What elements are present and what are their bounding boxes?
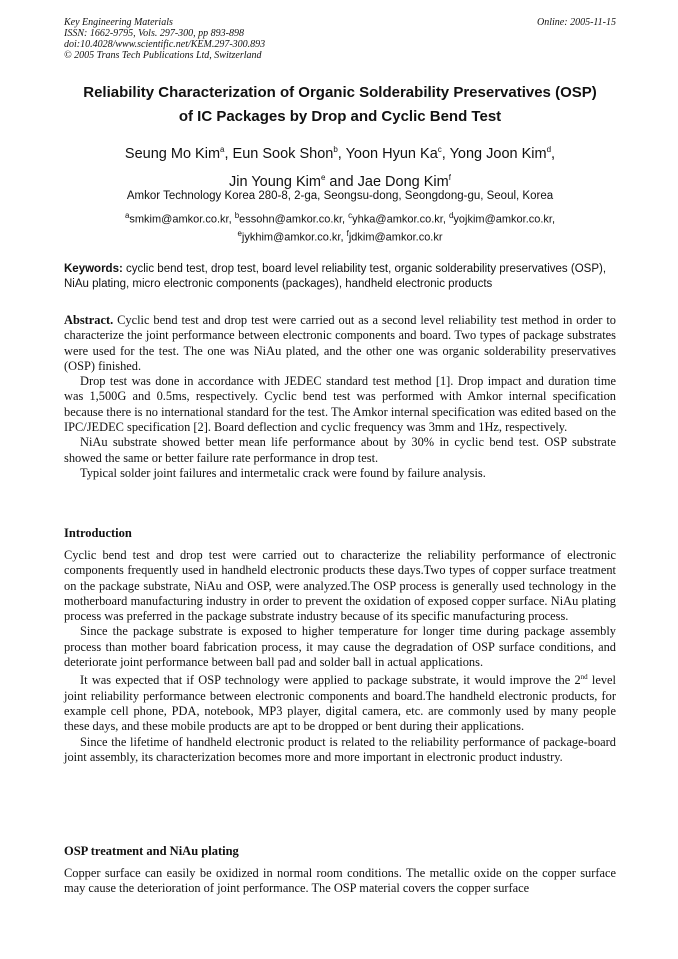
- intro-text: level joint reliability performance between electronic components and board.The handheld electronic products, for example cell phone, PDA, notebook, MP3 player, digital camera, etc. are commonly used by many people these days, and these mobile products are apt to be dropped or bent during their applications.: [64, 673, 616, 734]
- journal-name: Key Engineering Materials: [64, 17, 173, 28]
- author-sup: e: [320, 172, 326, 182]
- title-line-1: Reliability Characterization of Organic Solderability Preservatives (OSP): [83, 84, 597, 101]
- email-link[interactable]: jykhim@amkor.co.kr: [241, 231, 341, 244]
- email-link[interactable]: yhka@amkor.co.kr: [352, 213, 443, 226]
- intro-text: It was expected that if OSP technology were applied to package substrate, it would improve the 2: [80, 673, 581, 688]
- email-link[interactable]: jdkim@amkor.co.kr: [348, 231, 443, 244]
- section-heading-osp: OSP treatment and NiAu plating: [64, 844, 239, 858]
- abstract-label: Abstract.: [64, 313, 114, 327]
- abstract-section: [64, 313, 616, 481]
- email-link[interactable]: essohn@amkor.co.kr: [239, 213, 343, 226]
- author-name: Seung Mo Kim: [124, 145, 221, 162]
- intro-paragraph: [64, 670, 616, 734]
- intro-paragraph: Since the lifetime of handheld electronic product is related to the reliability performance of package-board joint assembly, its characterization becomes more and more important in electronic product industry.: [64, 734, 616, 764]
- email-link[interactable]: smkim@amkor.co.kr: [129, 213, 229, 226]
- email-sup: a: [124, 211, 130, 220]
- email-sup: b: [234, 211, 240, 220]
- keywords-text: cyclic bend test, drop test, board level reliability test, organic solderability preservatives (OSP), NiAu plating, micro electronic components (packages), handheld electronic products: [64, 263, 607, 290]
- author-name: Jae Dong Kim: [357, 173, 449, 190]
- author-name: Jin Young Kim: [229, 173, 321, 190]
- email-sup: d: [448, 211, 454, 220]
- paper-title: [40, 81, 640, 129]
- introduction-section: [64, 548, 616, 765]
- affiliation: Amkor Technology Korea 280-8, 2-ga, Seongsu-dong, Seongdong-gu, Seoul, Korea: [126, 190, 554, 202]
- author-sup: f: [448, 172, 451, 182]
- section-heading-introduction: Introduction: [64, 526, 132, 540]
- intro-paragraph: Since the package substrate is exposed to higher temperature for longer time during package assembly process than mother board fabrication process, it may cause the degradation of OSP surface conditions, and deteriorate joint performance between ball pad and solder ball in actual applications.: [64, 624, 616, 670]
- abstract-paragraph: Cyclic bend test and drop test were carried out as a second level reliability test method in order to characterize the joint performance between electronic components and board. Two types of package substrates were used for the test. The one was NiAu plated, and the other one was organic solderability preservatives (OSP) finished.: [64, 313, 616, 373]
- email-sup: f: [346, 229, 349, 239]
- author-sup: c: [437, 145, 442, 154]
- keywords-block: [64, 262, 616, 292]
- title-line-2: of IC Packages by Drop and Cyclic Bend Test: [178, 108, 502, 125]
- intro-paragraph: Cyclic bend test and drop test were carried out to characterize the reliability performance of electronic components frequently used in handheld electronic products these days.Two types of copper surface treatment on the package substrate, NiAu and OSP, were analyzed.The OSP process is generally used technology in the motherboard manufacturing industry in order to prevent the oxidation of exposed copper surface. NiAu plating process was preferred in the package substrate industry because of its specific manufacturing process.: [64, 548, 616, 624]
- email-link[interactable]: yojkim@amkor.co.kr: [453, 213, 552, 226]
- author-sup: b: [333, 145, 338, 154]
- email-sup: c: [348, 211, 353, 220]
- issn-line: ISSN: 1662-9795, Vols. 297-300, pp 893-898: [64, 28, 244, 39]
- abstract-paragraph: NiAu substrate showed better mean life performance about by 30% in cyclic bend test. OSP substrate showed the same or better failure rate performance in drop test.: [64, 435, 616, 465]
- abstract-paragraph: Typical solder joint failures and intermetalic crack were found by failure analysis.: [80, 465, 486, 480]
- author-sup: d: [546, 145, 552, 154]
- email-sup: e: [237, 229, 242, 239]
- author-sup: a: [220, 145, 225, 154]
- running-header: [64, 17, 616, 61]
- ordinal-sup: nd: [580, 673, 588, 682]
- copyright-line: © 2005 Trans Tech Publications Ltd, Switzerland: [64, 50, 262, 61]
- doi-line: doi:10.4028/www.scientific.net/KEM.297-300.893: [64, 39, 266, 50]
- author-list: Seung Mo Kim$^a$, Eun Sook Shon$^b$, Yoon Hyun Ka$^c$, Yong Joon Kim$^d$, Jin Young Kim$^e$ and Jae Dong Kim$^f$: [124, 145, 556, 190]
- abstract-paragraph: Drop test was done in accordance with JEDEC standard test method [1]. Drop impact and duration time was 1,500G and 0.5ms, respectively. Cyclic bend test was performed with Amkor internal specification because there is no international standard for the test. The Amkor internal specification was edited based on the IPC/JEDEC specification [2]. Board deflection and cyclic frequency was 3mm and 1Hz, respectively.: [64, 374, 616, 435]
- keywords-label: Keywords:: [64, 263, 123, 275]
- osp-section: [64, 866, 616, 897]
- author-name: Yong Joon Kim: [449, 145, 547, 162]
- author-name: Yoon Hyun Ka: [345, 145, 438, 162]
- email-list: $^a$smkim@amkor.co.kr, $^b$essohn@amkor.co.kr, $^c$yhka@amkor.co.kr, $^d$yojkim@amkor.co.kr, $^e$jykhim@amkor.co.kr, $^f$jdkim@amkor.co.kr: [124, 211, 556, 244]
- online-date: Online: 2005-11-15: [537, 17, 616, 28]
- osp-paragraph: Copper surface can easily be oxidized in normal room conditions. The metallic oxide on the copper surface may cause the deterioration of joint performance. The OSP material covers the copper surface: [64, 866, 616, 896]
- author-name: Eun Sook Shon: [232, 145, 334, 162]
